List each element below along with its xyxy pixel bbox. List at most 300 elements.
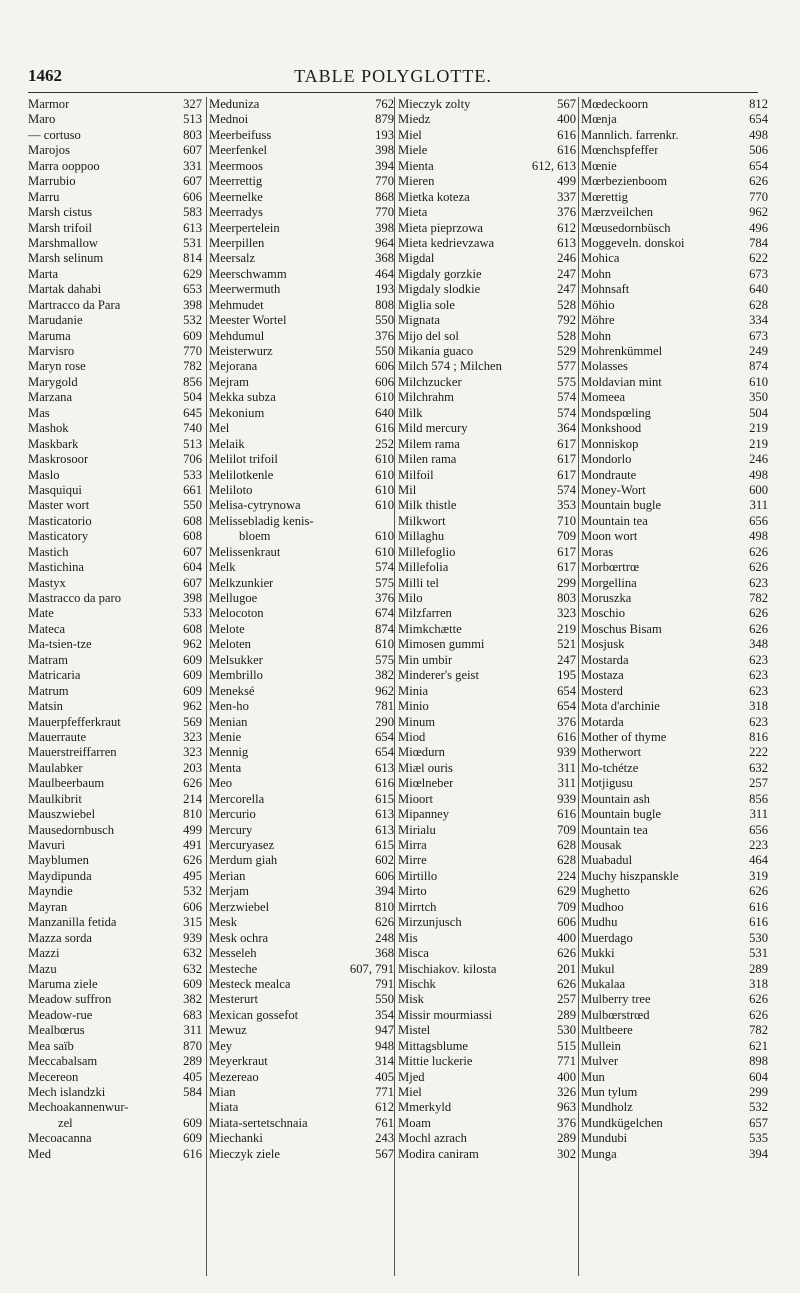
entry-term: Mech islandzki xyxy=(28,1085,106,1099)
page-header xyxy=(28,66,758,88)
index-entry xyxy=(581,761,768,776)
entry-term: Mashok xyxy=(28,421,69,436)
index-entry xyxy=(28,437,202,452)
index-entry xyxy=(28,329,202,344)
entry-term: Mohica xyxy=(581,251,620,266)
entry-page-ref: 770 xyxy=(375,205,394,220)
entry-term: Meloten xyxy=(209,637,251,652)
index-entry xyxy=(209,421,394,436)
entry-page-ref: 615 xyxy=(375,838,394,852)
index-entry xyxy=(209,992,394,1007)
entry-page-ref: 323 xyxy=(183,745,202,760)
entry-term: Migdal xyxy=(398,251,435,266)
index-entry xyxy=(581,406,768,421)
index-entry xyxy=(28,390,202,405)
entry-term: Marmor xyxy=(28,97,70,111)
entry-page-ref: 504 xyxy=(183,390,202,405)
entry-term: Mjed xyxy=(398,1069,425,1084)
entry-term: Mulver xyxy=(581,1054,619,1069)
entry-page-ref: 812 xyxy=(749,97,768,111)
entry-page-ref: 673 xyxy=(749,266,768,281)
index-entry xyxy=(581,421,768,436)
index-entry xyxy=(209,1147,394,1162)
entry-term: Menian xyxy=(209,714,248,729)
index-entry xyxy=(398,390,576,405)
index-entry xyxy=(581,823,768,838)
entry-term: Mercuryasez xyxy=(209,838,275,852)
entry-term: Mekka subza xyxy=(209,390,276,405)
entry-term: Manzanilla fetida xyxy=(28,915,117,930)
entry-page-ref: 616 xyxy=(749,899,768,914)
index-entry xyxy=(398,406,576,421)
index-entry xyxy=(209,684,394,699)
index-entry xyxy=(398,498,576,513)
index-entry xyxy=(209,900,394,915)
entry-term: Maruma xyxy=(28,328,71,343)
entry-page-ref: 515 xyxy=(557,1038,576,1053)
entry-term: Merjam xyxy=(209,884,249,899)
entry-term: Minderer's geist xyxy=(398,668,479,683)
entry-page-ref: 498 xyxy=(749,127,768,142)
entry-term: Moras xyxy=(581,544,614,559)
entry-term: Miod xyxy=(398,729,426,744)
index-entry xyxy=(209,282,394,297)
index-entry xyxy=(581,282,768,297)
entry-term: Mezereao xyxy=(209,1069,259,1084)
entry-page-ref: 791 xyxy=(375,976,394,991)
entry-term: Mota d'archinie xyxy=(581,699,660,714)
entry-term: Misca xyxy=(398,946,429,961)
entry-page-ref: 868 xyxy=(375,189,394,204)
entry-page-ref: 193 xyxy=(375,127,394,142)
index-entry xyxy=(398,591,576,606)
index-entry xyxy=(398,1070,576,1085)
entry-page-ref: 771 xyxy=(557,1054,576,1069)
entry-page-ref: 782 xyxy=(183,359,202,374)
index-entry xyxy=(398,359,576,374)
entry-page-ref: 326 xyxy=(557,1085,576,1099)
index-entry xyxy=(28,128,202,143)
entry-term: Migdaly gorzkie xyxy=(398,266,482,281)
entry-term: Missir mourmiassi xyxy=(398,1007,493,1022)
entry-page-ref: 584 xyxy=(183,1085,202,1099)
index-entry xyxy=(398,715,576,730)
entry-term: Miœdurn xyxy=(398,745,445,760)
index-entry xyxy=(581,699,768,714)
entry-term: Mesk ochra xyxy=(209,930,269,945)
entry-term: Millaghu xyxy=(398,529,445,544)
entry-term: Melocoton xyxy=(209,606,264,621)
index-entry xyxy=(28,684,202,699)
entry-term: Meisterwurz xyxy=(209,344,273,358)
entry-page-ref: 249 xyxy=(749,344,768,358)
entry-page-ref: 609 xyxy=(183,652,202,667)
index-entry xyxy=(581,931,768,946)
entry-term: Marzana xyxy=(28,390,73,405)
entry-page-ref: 628 xyxy=(749,297,768,312)
entry-term: Mauerstreiffarren xyxy=(28,745,117,760)
entry-page-ref: 311 xyxy=(557,776,576,791)
entry-page-ref: 653 xyxy=(183,282,202,297)
entry-page-ref: 771 xyxy=(375,1085,394,1099)
index-entry xyxy=(28,992,202,1007)
entry-page-ref: 962 xyxy=(375,683,394,698)
entry-term: Mieczyk zolty xyxy=(398,97,471,111)
index-entry xyxy=(28,668,202,683)
entry-term: Mauszwiebel xyxy=(28,807,96,822)
entry-term: Mayndie xyxy=(28,884,73,899)
entry-page-ref: 350 xyxy=(749,390,768,405)
entry-page-ref: 814 xyxy=(183,251,202,266)
entry-term: Mun tylum xyxy=(581,1085,638,1099)
index-entry xyxy=(209,668,394,683)
entry-page-ref: 621 xyxy=(749,1038,768,1053)
entry-page-ref: 616 xyxy=(557,807,576,822)
entry-page-ref: 710 xyxy=(557,513,576,528)
entry-term: Ma-tsien-tze xyxy=(28,637,92,652)
entry-page-ref: 195 xyxy=(557,668,576,683)
entry-page-ref: 610 xyxy=(375,452,394,467)
entry-term: Meerpillen xyxy=(209,235,265,250)
entry-term: Mondorlo xyxy=(581,452,632,467)
entry-term: Maslo xyxy=(28,467,60,482)
entry-page-ref: 354 xyxy=(375,1007,394,1022)
index-entry xyxy=(581,313,768,328)
entry-term: Meerwermuth xyxy=(209,282,281,297)
index-entry xyxy=(28,1054,202,1069)
index-entry xyxy=(398,823,576,838)
entry-term: Milkwort xyxy=(398,513,446,528)
entry-term: Moschio xyxy=(581,606,626,621)
entry-term: Meester Wortel xyxy=(209,313,287,328)
entry-term: Mieta xyxy=(398,205,428,220)
index-entry xyxy=(28,1070,202,1085)
index-entry xyxy=(398,1085,576,1100)
entry-page-ref: 762 xyxy=(375,97,394,111)
index-entry xyxy=(398,1116,576,1131)
entry-page-ref: 337 xyxy=(557,189,576,204)
index-entry xyxy=(209,344,394,359)
entry-page-ref: 222 xyxy=(749,745,768,760)
entry-term: Miel xyxy=(398,127,422,142)
index-entry xyxy=(209,792,394,807)
entry-page-ref: 964 xyxy=(375,235,394,250)
entry-term: Meerbeifuss xyxy=(209,127,272,142)
entry-page-ref: 499 xyxy=(557,174,576,189)
index-entry xyxy=(398,282,576,297)
entry-page-ref: 870 xyxy=(183,1038,202,1053)
index-entry xyxy=(28,190,202,205)
entry-page-ref: 761 xyxy=(375,1115,394,1130)
entry-term: Möhre xyxy=(581,313,615,328)
entry-page-ref: 398 xyxy=(375,143,394,158)
index-entry xyxy=(581,653,768,668)
entry-page-ref: 770 xyxy=(749,189,768,204)
index-entry xyxy=(209,128,394,143)
entry-term: Merdum giah xyxy=(209,853,278,868)
entry-page-ref: 626 xyxy=(749,992,768,1007)
entry-term: Miata xyxy=(209,1100,239,1115)
entry-term: Mayblumen xyxy=(28,853,89,868)
index-entry xyxy=(581,1116,768,1131)
index-entry xyxy=(209,853,394,868)
entry-term: Moschus Bisam xyxy=(581,621,662,636)
entry-term: Men-ho xyxy=(209,699,249,714)
entry-page-ref: 640 xyxy=(375,405,394,420)
index-entry xyxy=(398,684,576,699)
entry-term: Mausedornbusch xyxy=(28,822,115,837)
index-entry xyxy=(581,838,768,853)
index-entry xyxy=(581,390,768,405)
index-entry xyxy=(209,884,394,899)
index-entry xyxy=(581,1131,768,1146)
entry-term: Marru xyxy=(28,189,60,204)
index-entry xyxy=(581,776,768,791)
index-entry xyxy=(28,931,202,946)
entry-term: Moggeveln. donskoi xyxy=(581,235,685,250)
entry-page-ref: 532 xyxy=(183,313,202,328)
entry-page-ref: 530 xyxy=(749,930,768,945)
entry-page-ref: 257 xyxy=(749,776,768,791)
index-entry xyxy=(398,606,576,621)
index-entry xyxy=(209,838,394,853)
entry-term: Matricaria xyxy=(28,668,81,683)
index-entry xyxy=(28,483,202,498)
entry-term: — cortuso xyxy=(28,127,81,142)
index-entry xyxy=(398,112,576,127)
entry-term: Maro xyxy=(28,112,56,127)
entry-term: Milem rama xyxy=(398,436,460,451)
index-entry xyxy=(28,1116,202,1131)
index-column-1 xyxy=(28,97,202,1162)
entry-page-ref: 602 xyxy=(375,853,394,868)
index-entry xyxy=(28,236,202,251)
entry-term: Mexican gossefot xyxy=(209,1007,299,1022)
entry-term: Mil xyxy=(398,482,417,497)
entry-page-ref: 606 xyxy=(375,374,394,389)
entry-term: Mountain tea xyxy=(581,822,648,837)
entry-page-ref: 289 xyxy=(749,961,768,976)
entry-term: Mecoacanna xyxy=(28,1131,92,1146)
index-entry xyxy=(581,483,768,498)
index-entry xyxy=(209,483,394,498)
index-entry xyxy=(28,1008,202,1023)
entry-term: Maskrosoor xyxy=(28,452,89,467)
entry-page-ref: 770 xyxy=(375,174,394,189)
entry-page-ref: 246 xyxy=(557,251,576,266)
entry-page-ref: 528 xyxy=(557,297,576,312)
entry-page-ref: 616 xyxy=(557,127,576,142)
entry-term: Mesterurt xyxy=(209,992,258,1007)
entry-term: Mukalaa xyxy=(581,976,626,991)
index-entry xyxy=(398,1008,576,1023)
index-entry xyxy=(581,668,768,683)
entry-page-ref: 376 xyxy=(557,205,576,220)
index-entry xyxy=(28,1023,202,1038)
index-entry xyxy=(28,792,202,807)
entry-page-ref: 879 xyxy=(375,112,394,127)
entry-page-ref: 608 xyxy=(183,513,202,528)
index-entry xyxy=(398,421,576,436)
entry-term: Mercorella xyxy=(209,791,265,806)
column-divider xyxy=(578,97,579,1276)
entry-term: Modira caniram xyxy=(398,1146,479,1161)
entry-page-ref: 464 xyxy=(749,853,768,868)
entry-term: Millefolia xyxy=(398,560,449,575)
index-entry xyxy=(209,437,394,452)
index-entry xyxy=(209,236,394,251)
entry-term: Melaik xyxy=(209,436,245,451)
index-entry xyxy=(581,298,768,313)
entry-term: Meo xyxy=(209,776,233,791)
entry-page-ref: 874 xyxy=(749,359,768,374)
entry-term: Meermoos xyxy=(209,158,263,173)
entry-term: Mazza sorda xyxy=(28,930,92,945)
page-number: 1462 xyxy=(28,66,62,85)
index-entry xyxy=(398,375,576,390)
index-entry xyxy=(209,452,394,467)
index-entry xyxy=(398,730,576,745)
entry-page-ref: 318 xyxy=(749,976,768,991)
index-entry xyxy=(581,128,768,143)
entry-page-ref: 311 xyxy=(183,1023,202,1038)
entry-page-ref: 223 xyxy=(749,838,768,852)
index-entry xyxy=(398,931,576,946)
entry-page-ref: 550 xyxy=(375,344,394,358)
index-entry xyxy=(581,514,768,529)
entry-page-ref: 616 xyxy=(557,729,576,744)
entry-page-ref: 193 xyxy=(375,282,394,297)
entry-page-ref: 257 xyxy=(557,992,576,1007)
index-entry xyxy=(398,313,576,328)
entry-term: Milch 574 ; Milchen xyxy=(398,359,502,374)
entry-page-ref: 613 xyxy=(375,807,394,822)
entry-term: Marta xyxy=(28,266,59,281)
entry-page-ref: 531 xyxy=(749,946,768,961)
entry-page-ref: 623 xyxy=(749,714,768,729)
index-entry xyxy=(28,298,202,313)
entry-page-ref: 498 xyxy=(749,529,768,544)
entry-page-ref: 368 xyxy=(375,946,394,961)
entry-term: Mother of thyme xyxy=(581,729,667,744)
entry-term: Masticatorio xyxy=(28,513,92,528)
entry-term: Milk xyxy=(398,405,423,420)
index-entry xyxy=(209,221,394,236)
index-entry xyxy=(209,1023,394,1038)
index-entry xyxy=(209,468,394,483)
entry-page-ref: 626 xyxy=(749,621,768,636)
entry-term: Miel xyxy=(398,1085,422,1099)
entry-page-ref: 654 xyxy=(749,112,768,127)
entry-page-ref: 323 xyxy=(557,606,576,621)
entry-term: Misk xyxy=(398,992,424,1007)
entry-term: Mehmudet xyxy=(209,297,264,312)
entry-term: Marra ooppoo xyxy=(28,158,100,173)
entry-term: Milen rama xyxy=(398,452,457,467)
entry-term: Mœdeckoorn xyxy=(581,97,649,111)
entry-term: Menta xyxy=(209,760,242,775)
index-entry xyxy=(581,853,768,868)
index-entry xyxy=(209,807,394,822)
entry-page-ref: 289 xyxy=(557,1131,576,1146)
index-entry xyxy=(209,931,394,946)
entry-term: Milchrahm xyxy=(398,390,454,405)
entry-term: Mohnsaft xyxy=(581,282,630,297)
entry-page-ref: 607 xyxy=(183,174,202,189)
entry-term: Mohn xyxy=(581,266,612,281)
index-entry xyxy=(581,807,768,822)
entry-term: Mountain bugle xyxy=(581,498,662,513)
entry-term: Mistel xyxy=(398,1023,431,1038)
entry-term: Marvisro xyxy=(28,344,75,358)
entry-page-ref: 311 xyxy=(749,807,768,822)
entry-term: Meerpertelein xyxy=(209,220,280,235)
entry-page-ref: 784 xyxy=(749,235,768,250)
entry-page-ref: 623 xyxy=(749,668,768,683)
entry-page-ref: 816 xyxy=(749,729,768,744)
index-entry xyxy=(581,684,768,699)
entry-term: Mirzunjusch xyxy=(398,915,462,930)
index-entry xyxy=(209,591,394,606)
entry-term: Mauerpfefferkraut xyxy=(28,714,121,729)
entry-term: Mukki xyxy=(581,946,615,961)
entry-term: Mieta kedrievzawa xyxy=(398,235,495,250)
index-entry xyxy=(398,514,576,529)
entry-term: Mulbœrstrœd xyxy=(581,1007,650,1022)
entry-page-ref: 533 xyxy=(183,467,202,482)
entry-page-ref: 506 xyxy=(749,143,768,158)
entry-term: Milk thistle xyxy=(398,498,457,513)
entry-term: Miœlneber xyxy=(398,776,454,791)
entry-page-ref: 405 xyxy=(375,1069,394,1084)
entry-page-ref: 583 xyxy=(183,205,202,220)
index-entry xyxy=(581,205,768,220)
entry-term: Mastich xyxy=(28,544,69,559)
index-entry xyxy=(209,359,394,374)
index-entry xyxy=(28,776,202,791)
entry-page-ref: 616 xyxy=(749,915,768,930)
entry-page-ref: 810 xyxy=(375,899,394,914)
index-entry xyxy=(209,97,394,112)
entry-term: Mun xyxy=(581,1069,605,1084)
index-entry xyxy=(28,221,202,236)
entry-page-ref: 613 xyxy=(183,220,202,235)
index-entry xyxy=(581,745,768,760)
entry-page-ref: 331 xyxy=(183,158,202,173)
index-entry xyxy=(398,97,576,112)
index-entry xyxy=(398,452,576,467)
entry-term: Milli tel xyxy=(398,575,439,590)
index-entry xyxy=(28,282,202,297)
index-entry xyxy=(28,715,202,730)
entry-term: Marsh cistus xyxy=(28,205,93,220)
entry-term: Meliloto xyxy=(209,482,253,497)
index-entry xyxy=(209,514,394,529)
entry-page-ref: 394 xyxy=(749,1146,768,1161)
entry-term: Mimkchætte xyxy=(398,621,462,636)
entry-term: Meccabalsam xyxy=(28,1054,98,1069)
entry-page-ref: 963 xyxy=(557,1100,576,1115)
entry-term: Mo-tchétze xyxy=(581,760,639,775)
entry-page-ref: 575 xyxy=(375,575,394,590)
entry-page-ref: 626 xyxy=(749,174,768,189)
entry-term: Mignata xyxy=(398,313,440,328)
entry-term: Marygold xyxy=(28,374,78,389)
entry-term: Mœnja xyxy=(581,112,617,127)
index-entry xyxy=(209,730,394,745)
entry-page-ref: 531 xyxy=(183,235,202,250)
entry-page-ref: 327 xyxy=(183,97,202,111)
